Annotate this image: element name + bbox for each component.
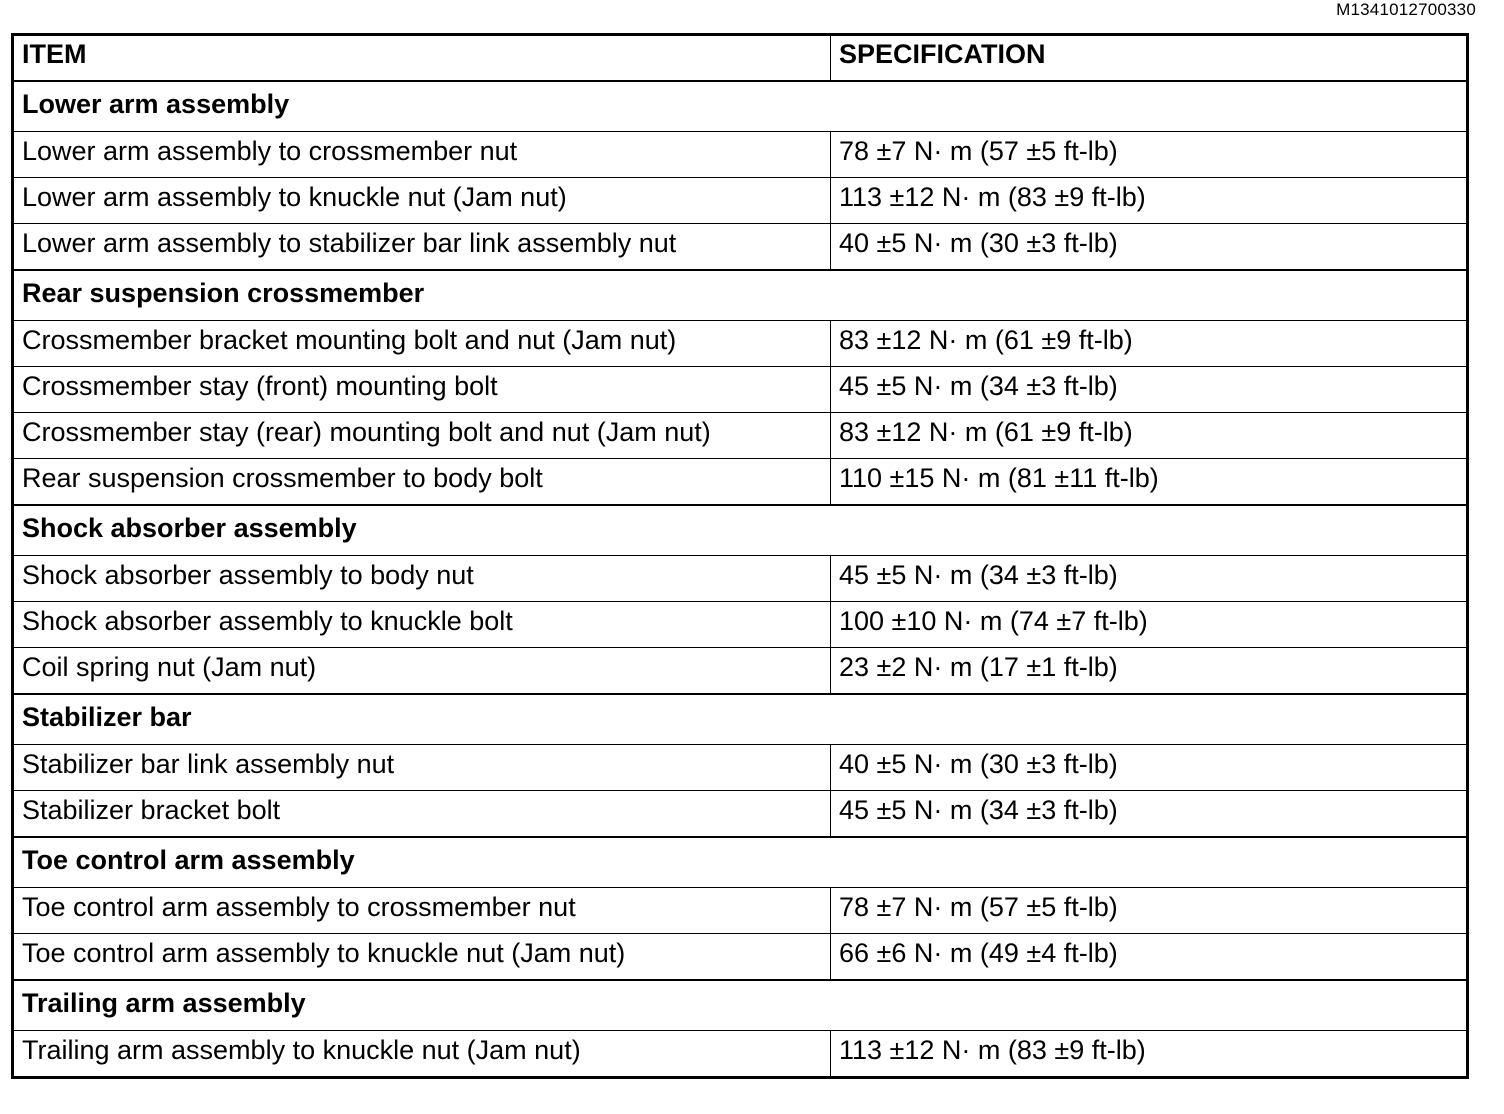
table-row	[13, 367, 1468, 413]
header-specification: SPECIFICATION	[831, 35, 1468, 82]
item-cell: Lower arm assembly to knuckle nut (Jam nut)	[13, 178, 831, 224]
specification-cell: 113 ±12 N· m (83 ±9 ft-lb)	[831, 1031, 1468, 1078]
specification-cell: 23 ±2 N· m (17 ±1 ft-lb)	[831, 648, 1468, 695]
item-cell: Toe control arm assembly to knuckle nut (Jam nut)	[13, 934, 831, 981]
specification-cell: 110 ±15 N· m (81 ±11 ft-lb)	[831, 459, 1468, 506]
section-row	[13, 81, 1468, 132]
item-cell: Trailing arm assembly to knuckle nut (Jam nut)	[13, 1031, 831, 1078]
table-header-row	[13, 35, 1468, 82]
section-title: Shock absorber assembly	[13, 505, 1468, 556]
header-item: ITEM	[13, 35, 831, 82]
item-cell: Crossmember stay (front) mounting bolt	[13, 367, 831, 413]
section-title: Toe control arm assembly	[13, 837, 1468, 888]
table-row	[13, 413, 1468, 459]
item-cell: Stabilizer bar link assembly nut	[13, 745, 831, 791]
section-row	[13, 837, 1468, 888]
specification-cell: 40 ±5 N· m (30 ±3 ft-lb)	[831, 745, 1468, 791]
specification-cell: 100 ±10 N· m (74 ±7 ft-lb)	[831, 602, 1468, 648]
table-row	[13, 1031, 1468, 1078]
section-row	[13, 505, 1468, 556]
specification-cell: 78 ±7 N· m (57 ±5 ft-lb)	[831, 888, 1468, 934]
table-row	[13, 556, 1468, 602]
section-row	[13, 270, 1468, 321]
table-row	[13, 224, 1468, 271]
item-cell: Lower arm assembly to crossmember nut	[13, 132, 831, 178]
table-row	[13, 934, 1468, 981]
specification-cell: 45 ±5 N· m (34 ±3 ft-lb)	[831, 556, 1468, 602]
specification-cell: 113 ±12 N· m (83 ±9 ft-lb)	[831, 178, 1468, 224]
specification-cell: 83 ±12 N· m (61 ±9 ft-lb)	[831, 321, 1468, 367]
specification-cell: 40 ±5 N· m (30 ±3 ft-lb)	[831, 224, 1468, 271]
specification-cell: 83 ±12 N· m (61 ±9 ft-lb)	[831, 413, 1468, 459]
specification-cell: 78 ±7 N· m (57 ±5 ft-lb)	[831, 132, 1468, 178]
torque-spec-table	[11, 33, 1469, 1079]
item-cell: Crossmember bracket mounting bolt and nut (Jam nut)	[13, 321, 831, 367]
item-cell: Coil spring nut (Jam nut)	[13, 648, 831, 695]
specification-cell: 66 ±6 N· m (49 ±4 ft-lb)	[831, 934, 1468, 981]
section-row	[13, 980, 1468, 1031]
item-cell: Rear suspension crossmember to body bolt	[13, 459, 831, 506]
table-row	[13, 459, 1468, 506]
item-cell: Lower arm assembly to stabilizer bar link assembly nut	[13, 224, 831, 271]
section-title: Lower arm assembly	[13, 81, 1468, 132]
item-cell: Crossmember stay (rear) mounting bolt and nut (Jam nut)	[13, 413, 831, 459]
specification-cell: 45 ±5 N· m (34 ±3 ft-lb)	[831, 367, 1468, 413]
document-id: M1341012700330	[1336, 0, 1476, 19]
table-row	[13, 132, 1468, 178]
specification-cell: 45 ±5 N· m (34 ±3 ft-lb)	[831, 791, 1468, 838]
item-cell: Toe control arm assembly to crossmember nut	[13, 888, 831, 934]
item-cell: Shock absorber assembly to knuckle bolt	[13, 602, 831, 648]
table-row	[13, 321, 1468, 367]
item-cell: Stabilizer bracket bolt	[13, 791, 831, 838]
table-row	[13, 178, 1468, 224]
item-cell: Shock absorber assembly to body nut	[13, 556, 831, 602]
table-body	[13, 81, 1468, 1078]
section-title: Trailing arm assembly	[13, 980, 1468, 1031]
section-title: Rear suspension crossmember	[13, 270, 1468, 321]
table-row	[13, 602, 1468, 648]
table-row	[13, 648, 1468, 695]
table-row	[13, 888, 1468, 934]
section-row	[13, 694, 1468, 745]
table-row	[13, 791, 1468, 838]
table-row	[13, 745, 1468, 791]
section-title: Stabilizer bar	[13, 694, 1468, 745]
